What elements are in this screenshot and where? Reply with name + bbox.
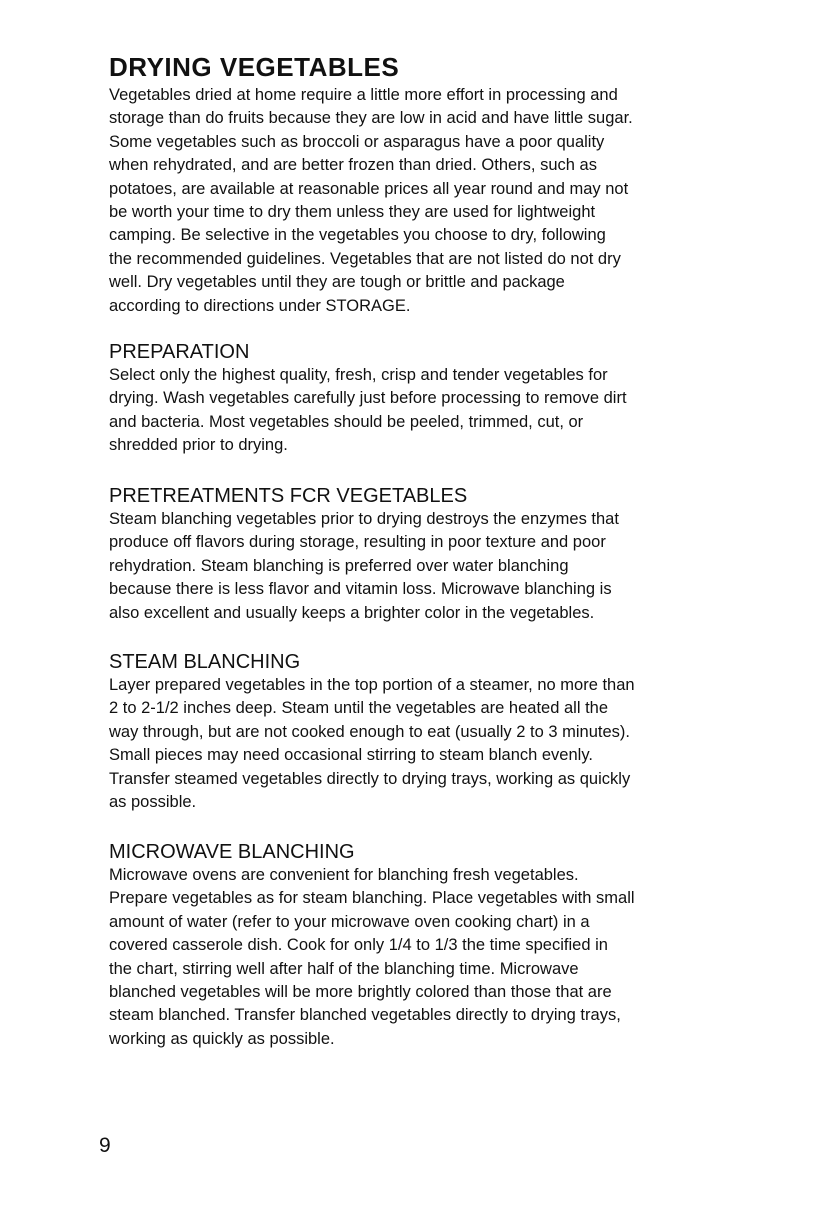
section-heading: PRETREATMENTS FCR VEGETABLES: [109, 485, 468, 507]
intro-paragraph: Vegetables dried at home require a little more effort in processing and storage than do fruits because they are low in acid and have little sugar. Some vegetables such as broccoli or asparagus have a poor quality when rehydrated, and are better frozen than dried. Others, such as potatoes, are available at reasonable prices all year round and may not be worth your time to dry them unless they are used for lightweight camping. Be selective in the vegetables you choose to dry, following the recommended guidelines. Vegetables that are not listed do not dry well. Dry vegetables until they are tough or brittle and package according to directions under STORAGE.: [109, 86, 633, 315]
section-body: Select only the highest quality, fresh, crisp and tender vegetables for drying. Wash vegetables carefully just before processing to remove dirt and bacteria. Most vegetables should be peeled, trimmed, cut, or shredded prior to drying.: [109, 366, 627, 455]
section-preparation: [109, 340, 769, 458]
section-body: Steam blanching vegetables prior to drying destroys the enzymes that produce off flavors during storage, resulting in poor texture and poor rehydration. Steam blanching is preferred over water blanching because there is less flavor and vitamin loss. Microwave blanching is also excellent and usually keeps a brighter color in the vegetables.: [109, 510, 619, 622]
section-heading: PREPARATION: [109, 341, 250, 363]
section-heading: STEAM BLANCHING: [109, 651, 301, 673]
intro-block: [109, 50, 769, 318]
section-microwave-blanching: [109, 840, 769, 1051]
section-body: Microwave ovens are convenient for blanching fresh vegetables. Prepare vegetables as for steam blanching. Place vegetables with small amount of water (refer to your microwave oven cooking chart) in a covered casserole dish. Cook for only 1/4 to 1/3 the time specified in the chart, stirring well after half of the blanching time. Microwave blanched vegetables will be more brightly colored than those that are steam blanched. Transfer blanched vegetables directly to drying trays, working as quickly as possible.: [109, 866, 635, 1048]
section-pretreatments: [109, 484, 769, 625]
page-title: DRYING VEGETABLES: [109, 52, 400, 82]
page-number: 9: [99, 1134, 111, 1157]
section-body: Layer prepared vegetables in the top portion of a steamer, no more than 2 to 2-1/2 inches deep. Steam until the vegetables are heated all the way through, but are not cooked enough to eat (usually 2 to 3 minutes). Small pieces may need occasional stirring to steam blanch evenly. Transfer steamed vegetables directly to drying trays, working as quickly as possible.: [109, 676, 635, 812]
section-heading: MICROWAVE BLANCHING: [109, 841, 355, 863]
section-steam-blanching: [109, 650, 769, 814]
